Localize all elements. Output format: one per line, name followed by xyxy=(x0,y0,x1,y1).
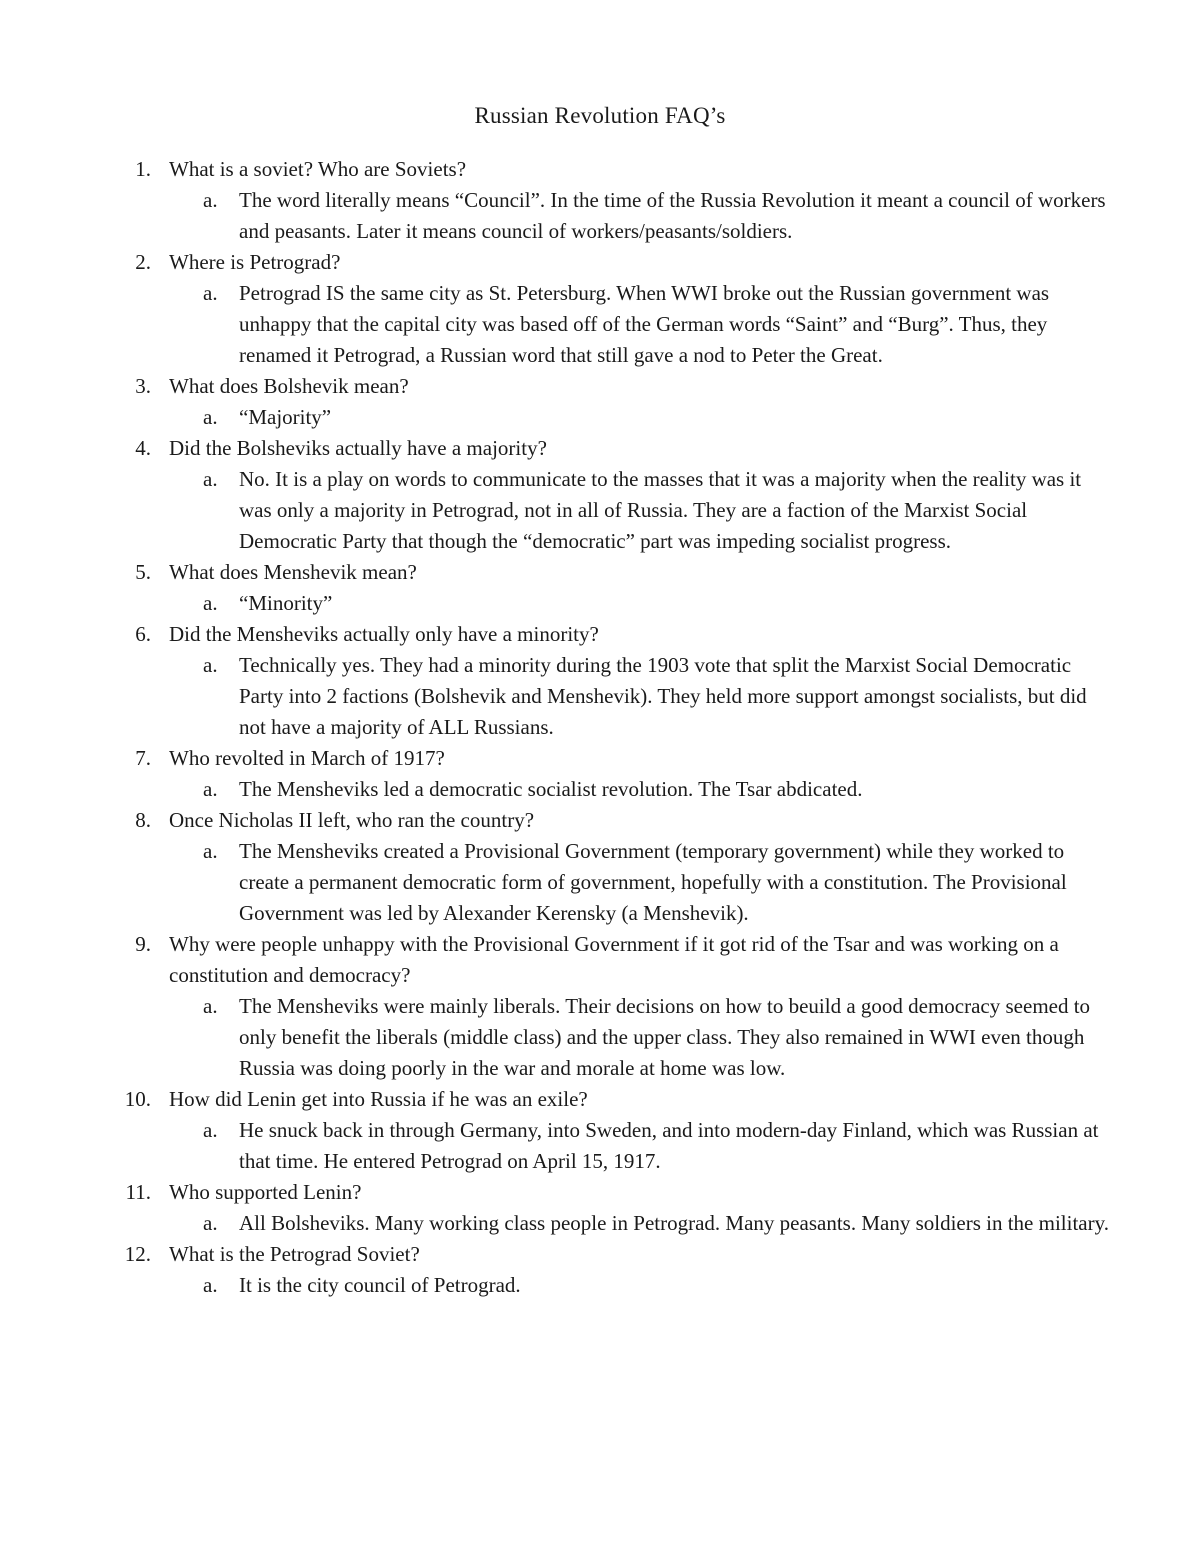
question-number: 10. xyxy=(124,1087,151,1111)
answer-text: “Minority” xyxy=(239,591,333,615)
answer-list xyxy=(169,278,1109,371)
answer-letter: a. xyxy=(203,1118,218,1142)
answer-list xyxy=(169,991,1109,1084)
answer-list xyxy=(169,185,1109,247)
answer-text: The word literally means “Council”. In the time of the Russia Revolution it meant a council of workers and peasants. Later it means council of workers/peasants/soldiers. xyxy=(239,188,1106,243)
answer-text: He snuck back in through Germany, into Sweden, and into modern-day Finland, which was Russian at that time. He entered Petrograd on April 15, 1917. xyxy=(239,1118,1099,1173)
answer-text: The Mensheviks were mainly liberals. Their decisions on how to beuild a good democracy seemed to only benefit the liberals (middle class) and the upper class. They also remained in WWI even though Russia was doing poorly in the war and morale at home was low. xyxy=(239,994,1091,1080)
answer-letter: a. xyxy=(203,405,218,429)
question-number: 1. xyxy=(135,157,151,181)
faq-list xyxy=(0,154,1200,1301)
question-text: What does Bolshevik mean? xyxy=(169,374,409,398)
answer-list xyxy=(169,836,1109,929)
question-text: Did the Bolsheviks actually have a majority? xyxy=(169,436,547,460)
answer-item xyxy=(169,278,1109,371)
answer-text: No. It is a play on words to communicate to the masses that it was a majority when the reality was it was only a majority in Petrograd, not in all of Russia. They are a faction of the Marxist Social Democratic Party that though the “democratic” part was impeding socialist progress. xyxy=(239,467,1082,553)
faq-item xyxy=(0,154,1109,247)
faq-item xyxy=(0,1177,1109,1239)
faq-item xyxy=(0,1084,1109,1177)
question-number: 4. xyxy=(135,436,151,460)
answer-text: Technically yes. They had a minority during the 1903 vote that split the Marxist Social Democratic Party into 2 factions (Bolshevik and Menshevik). They held more support amongst socialists, but did not have a majority of ALL Russians. xyxy=(239,653,1087,739)
answer-item xyxy=(169,991,1109,1084)
question-text: What is the Petrograd Soviet? xyxy=(169,1242,420,1266)
answer-letter: a. xyxy=(203,994,218,1018)
question-number: 11. xyxy=(125,1180,151,1204)
answer-letter: a. xyxy=(203,467,218,491)
question-number: 9. xyxy=(135,932,151,956)
answer-item xyxy=(169,836,1109,929)
answer-letter: a. xyxy=(203,591,218,615)
answer-list xyxy=(169,588,1109,619)
answer-text: All Bolsheviks. Many working class people in Petrograd. Many peasants. Many soldiers in the military. xyxy=(239,1211,1110,1235)
faq-item xyxy=(0,247,1109,371)
faq-item xyxy=(0,743,1109,805)
answer-item xyxy=(169,1208,1109,1239)
answer-item xyxy=(169,464,1109,557)
faq-item xyxy=(0,433,1109,557)
faq-item xyxy=(0,619,1109,743)
question-text: What does Menshevik mean? xyxy=(169,560,417,584)
answer-text: Petrograd IS the same city as St. Petersburg. When WWI broke out the Russian government was unhappy that the capital city was based off of the German words “Saint” and “Burg”. Thus, they renamed it Petrograd, a Russian word that still gave a nod to Peter the Great. xyxy=(239,281,1050,367)
answer-letter: a. xyxy=(203,839,218,863)
question-number: 5. xyxy=(135,560,151,584)
question-text: Where is Petrograd? xyxy=(169,250,341,274)
answer-letter: a. xyxy=(203,281,218,305)
answer-list xyxy=(169,650,1109,743)
answer-letter: a. xyxy=(203,653,218,677)
question-text: Who revolted in March of 1917? xyxy=(169,746,445,770)
answer-letter: a. xyxy=(203,1273,218,1297)
answer-letter: a. xyxy=(203,188,218,212)
answer-text: It is the city council of Petrograd. xyxy=(239,1273,521,1297)
answer-list xyxy=(169,464,1109,557)
question-text: Did the Mensheviks actually only have a minority? xyxy=(169,622,599,646)
question-number: 12. xyxy=(124,1242,151,1266)
question-number: 8. xyxy=(135,808,151,832)
answer-text: “Majority” xyxy=(239,405,332,429)
question-number: 7. xyxy=(135,746,151,770)
faq-item xyxy=(0,805,1109,929)
answer-item xyxy=(169,402,1109,433)
answer-text: The Mensheviks created a Provisional Government (temporary government) while they worked to create a permanent democratic form of government, hopefully with a constitution. The Provisional Government was led by Alexander Kerensky (a Menshevik). xyxy=(239,839,1067,925)
answer-item xyxy=(169,774,1109,805)
answer-list xyxy=(169,402,1109,433)
answer-list xyxy=(169,1115,1109,1177)
page-title: Russian Revolution FAQ’s xyxy=(474,103,726,128)
answer-letter: a. xyxy=(203,777,218,801)
answer-list xyxy=(169,1208,1109,1239)
question-text: Why were people unhappy with the Provisional Government if it got rid of the Tsar and was working on a constitution and democracy? xyxy=(169,932,1059,987)
answer-item xyxy=(169,185,1109,247)
answer-list xyxy=(169,1270,1109,1301)
faq-item xyxy=(0,1239,1109,1301)
faq-item xyxy=(0,929,1109,1084)
question-text: Who supported Lenin? xyxy=(169,1180,362,1204)
answer-item xyxy=(169,1115,1109,1177)
answer-item xyxy=(169,588,1109,619)
answer-letter: a. xyxy=(203,1211,218,1235)
answer-item xyxy=(169,1270,1109,1301)
answer-item xyxy=(169,650,1109,743)
answer-text: The Mensheviks led a democratic socialist revolution. The Tsar abdicated. xyxy=(239,777,863,801)
faq-item xyxy=(0,371,1109,433)
question-number: 2. xyxy=(135,250,151,274)
faq-item xyxy=(0,557,1109,619)
answer-list xyxy=(169,774,1109,805)
question-text: How did Lenin get into Russia if he was an exile? xyxy=(169,1087,588,1111)
question-number: 6. xyxy=(135,622,151,646)
question-number: 3. xyxy=(135,374,151,398)
question-text: What is a soviet? Who are Soviets? xyxy=(169,157,467,181)
question-text: Once Nicholas II left, who ran the country? xyxy=(169,808,535,832)
